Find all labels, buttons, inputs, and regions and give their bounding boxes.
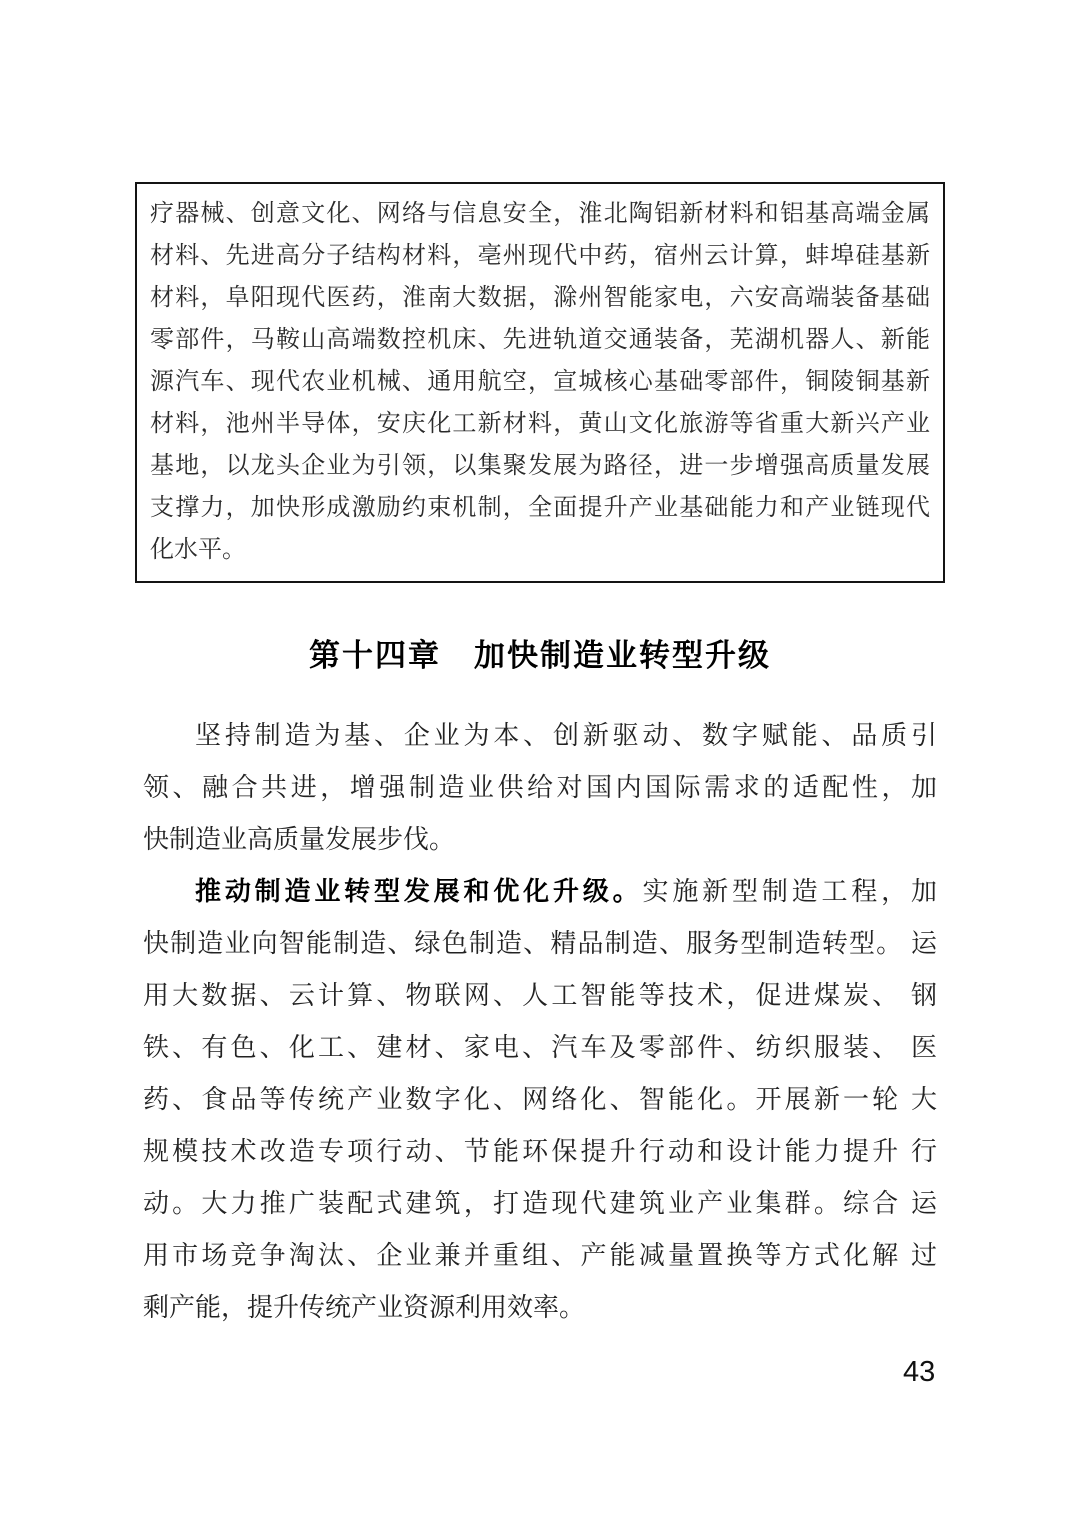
body-line: 领、融合共进，增强制造业供给对国内国际需求的适配性，加: [143, 773, 937, 802]
callout-box: [135, 182, 945, 583]
bold-lead-in: 推动制造业转型发展和优化升级。: [195, 877, 643, 906]
callout-line: 化水平。: [150, 537, 246, 563]
page-number: 43: [903, 1356, 936, 1388]
body-line: 用大数据、云计算、物联网、人工智能等技术，促进煤炭、 钢: [143, 981, 937, 1010]
callout-line: 疗器械、创意文化、网络与信息安全，淮北陶铝新材料和铝基高端金属: [150, 201, 930, 227]
body-line: 坚持制造为基、企业为本、创新驱动、数字赋能、品质引: [195, 721, 937, 750]
body-line: 快制造业高质量发展步伐。: [143, 825, 456, 854]
callout-line: 基地，以龙头企业为引领，以集聚发展为路径，进一步增强高质量发展: [150, 453, 930, 479]
body-line: 药、食品等传统产业数字化、网络化、智能化。开展新一轮 大: [143, 1085, 937, 1114]
body-line: 动。大力推广装配式建筑，打造现代建筑业产业集群。综合 运: [143, 1189, 937, 1218]
body-line: 用市场竞争淘汰、企业兼并重组、产能减量置换等方式化解 过: [143, 1241, 937, 1270]
body-line: 快制造业向智能制造、绿色制造、精品制造、服务型制造转型。 运: [143, 929, 937, 958]
body-line: 铁、有色、化工、建材、家电、汽车及零部件、纺织服装、 医: [143, 1033, 937, 1062]
callout-line: 材料，池州半导体，安庆化工新材料，黄山文化旅游等省重大新兴产业: [150, 411, 930, 437]
body-text: [143, 710, 937, 1334]
callout-line: 材料、先进高分子结构材料，亳州现代中药，宿州云计算，蚌埠硅基新: [150, 243, 930, 269]
body-line: 规模技术改造专项行动、节能环保提升行动和设计能力提升 行: [143, 1137, 937, 1166]
callout-line: 材料，阜阳现代医药，淮南大数据，滁州智能家电，六安高端装备基础: [150, 285, 930, 311]
callout-line: 支撑力，加快形成激励约束机制，全面提升产业基础能力和产业链现代: [150, 495, 930, 521]
callout-line: 零部件，马鞍山高端数控机床、先进轨道交通装备，芜湖机器人、新能: [150, 327, 930, 353]
body-line: 剩产能，提升传统产业资源利用效率。: [143, 1293, 586, 1322]
callout-text: [150, 193, 930, 571]
body-line: 推动制造业转型发展和优化升级。实施新型制造工程，加: [195, 877, 937, 906]
callout-line: 源汽车、现代农业机械、通用航空，宣城核心基础零部件，铜陵铜基新: [150, 369, 930, 395]
chapter-heading: 第十四章 加快制造业转型升级: [309, 638, 771, 673]
